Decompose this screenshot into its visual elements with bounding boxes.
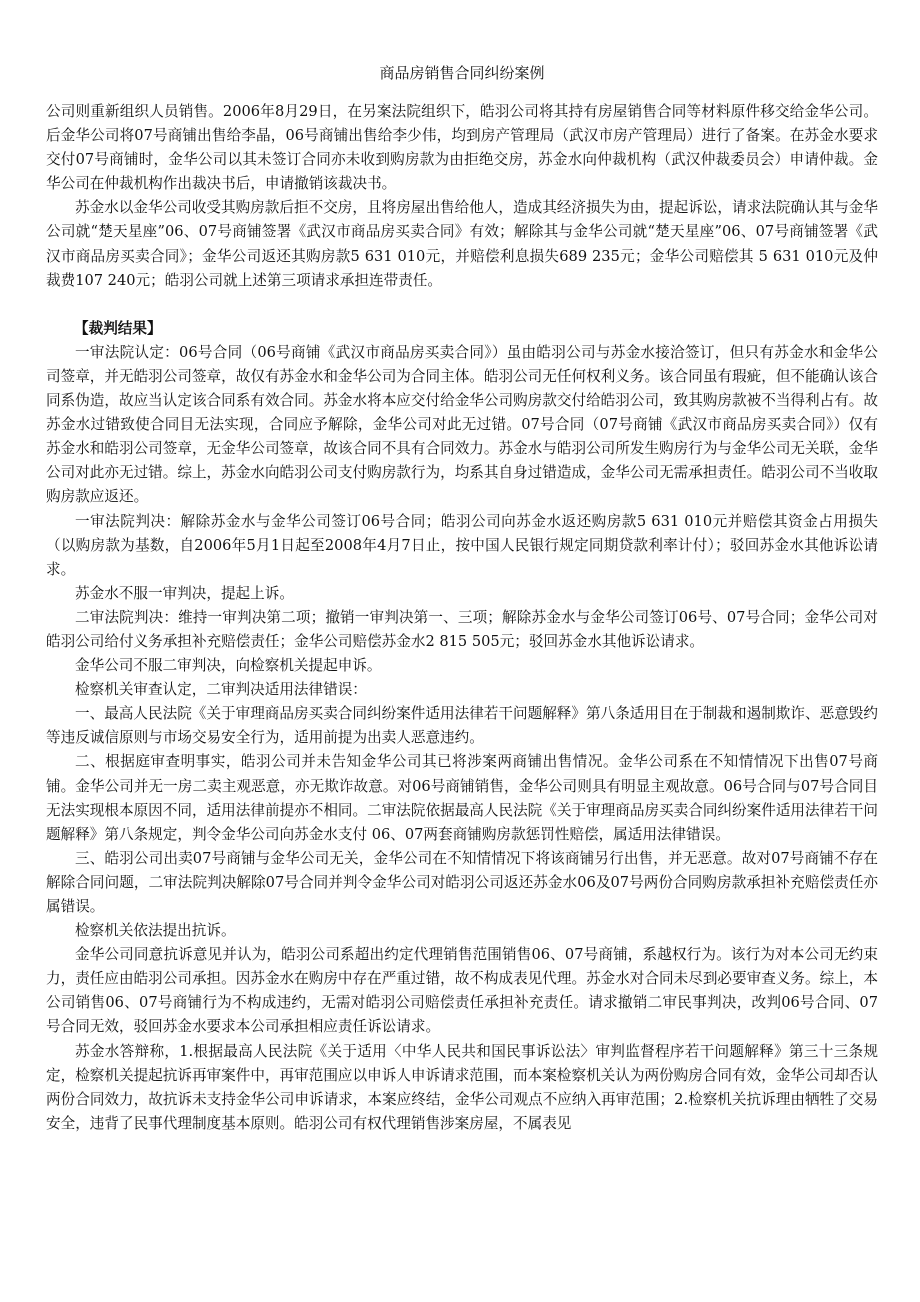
- section-heading: 【裁判结果】: [74, 319, 162, 337]
- paragraph-gap: [46, 293, 878, 317]
- section-paragraph: 二审法院判决：维持一审判决第二项；撤销一审判决第一、三项；解除苏金水与金华公司签订06号、07号合同；金华公司对皓羽公司给付义务承担补充赔偿责任；金华公司赔偿苏金水2 815 505元；驳回苏金水其他诉讼请求。: [46, 608, 878, 650]
- document-title: 商品房销售合同纠纷案例: [379, 64, 545, 82]
- section-paragraph: 苏金水不服一审判决，提起上诉。: [75, 584, 294, 602]
- section-paragraph: 苏金水答辩称，1.根据最高人民法院《关于适用〈中华人民共和国民事诉讼法〉审判监督程序若干问题解释》第三十三条规定，检察机关提起抗诉再审案件中，再审范围应以申诉人申诉请求范围，而本案检察机关认为两份购房合同有效，金华公司却否认两份合同效力，故抗诉未支持金华公司申诉请求，本案应终结，金华公司观点不应纳入再审范围；2.检察机关抗诉理由牺牲了交易安全，违背了民事代理制度基本原则。皓羽公司有权代理销售涉案房屋，不属表见: [46, 1042, 878, 1132]
- section-paragraph: 检察机关依法提出抗诉。: [75, 922, 236, 940]
- section-paragraph: 三、皓羽公司出卖07号商铺与金华公司无关，金华公司在不知情情况下将该商铺另行出售，并无恶意。故对07号商铺不存在解除合同问题，二审法院判决解除07号合同并判令金华公司对皓羽公司返还苏金水06及07号两份合同购房款承担补充赔偿责任亦属错误。: [46, 849, 878, 915]
- section-paragraph: 二、根据庭审查明事实，皓羽公司并未告知金华公司其已将涉案两商铺出售情况。金华公司系在不知情情况下出售07号商铺。金华公司并无一房二卖主观恶意，亦无欺诈故意。对06号商铺销售，金华公司则具有明显主观故意。06号合同与07号合同目无法实现根本原因不同，适用法律前提亦不相同。二审法院依据最高人民法院《关于审理商品房买卖合同纠纷案件适用法律若干问题解释》第八条规定，判令金华公司向苏金水支付 06、07两套商铺购房款惩罚性赔偿，属适用法律错误。: [46, 753, 878, 843]
- intro-paragraph-2: 苏金水以金华公司收受其购房款后拒不交房，且将房屋出售给他人，造成其经济损失为由，提起诉讼，请求法院确认其与金华公司就“楚天星座”06、07号商铺签署《武汉市商品房买卖合同》有效；解除其与金华公司就“楚天星座”06、07号商铺签署《武汉市商品房买卖合同》；金华公司返还其购房款5 631 010元，并赔偿利息损失689 235元；金华公司赔偿其 5 631 010元及仲裁费107 240元；皓羽公司就上述第三项请求承担连带责任。: [46, 199, 878, 289]
- intro-paragraph-1: 公司则重新组织人员销售。2006年8月29日，在另案法院组织下，皓羽公司将其持有房屋销售合同等材料原件移交给金华公司。后金华公司将07号商铺出售给李晶，06号商铺出售给李少伟，均到房产管理局（武汉市房产管理局）进行了备案。在苏金水要求交付07号商铺时，金华公司以其未签订合同亦未收到购房款为由拒绝交房，苏金水向仲裁机构（武汉仲裁委员会）申请仲裁。金华公司在仲裁机构作出裁决书后，申请撤销该裁决书。: [46, 103, 878, 193]
- section-paragraph: 一审法院认定：06号合同（06号商铺《武汉市商品房买卖合同》）虽由皓羽公司与苏金水接洽签订，但只有苏金水和金华公司签章，并无皓羽公司签章，故仅有苏金水和金华公司为合同主体。皓羽公司无任何权利义务。该合同虽有瑕疵，但不能确认该合同系伪造，故应当认定该合同系有效合同。苏金水将本应交付给金华公司购房款交付给皓羽公司，致其购房款被不当得利占有。故苏金水过错致使合同目无法实现，合同应予解除，金华公司对此无过错。07号合同（07号商铺《武汉市商品房买卖合同》）仅有苏金水和皓羽公司签章，无金华公司签章，故该合同不具有合同效力。苏金水与皓羽公司所发生购房行为与金华公司无关联，金华公司对此亦无过错。综上，苏金水向皓羽公司支付购房款行为，均系其自身过错造成，金华公司无需承担责任。皓羽公司不当收取购房款应返还。: [46, 343, 878, 506]
- section-paragraph: 一、最高人民法院《关于审理商品房买卖合同纠纷案件适用法律若干问题解释》第八条适用目在于制裁和遏制欺诈、恶意毁约等违反诚信原则与市场交易安全行为，适用前提为出卖人恶意违约。: [46, 705, 878, 747]
- section-paragraph: 一审法院判决：解除苏金水与金华公司签订06号合同；皓羽公司向苏金水返还购房款5 631 010元并赔偿其资金占用损失（以购房款为基数，自2006年5月1日起至2008年4月7日止，按中国人民银行规定同期贷款利率计付）；驳回苏金水其他诉讼请求。: [46, 512, 878, 578]
- section-paragraph: 检察机关审查认定，二审判决适用法律错误：: [75, 681, 367, 699]
- section-paragraph: 金华公司不服二审判决，向检察机关提起申诉。: [75, 657, 382, 675]
- section-paragraph: 金华公司同意抗诉意见并认为，皓羽公司系超出约定代理销售范围销售06、07号商铺，系越权行为。该行为对本公司无约束力，责任应由皓羽公司承担。因苏金水在购房中存在严重过错，故不构成表见代理。苏金水对合同未尽到必要审查义务。综上，本公司销售06、07号商铺行为不构成违约，无需对皓羽公司赔偿责任承担补充责任。请求撤销二审民事判决，改判06号合同、07号合同无效，驳回苏金水要求本公司承担相应责任诉讼请求。: [46, 946, 878, 1036]
